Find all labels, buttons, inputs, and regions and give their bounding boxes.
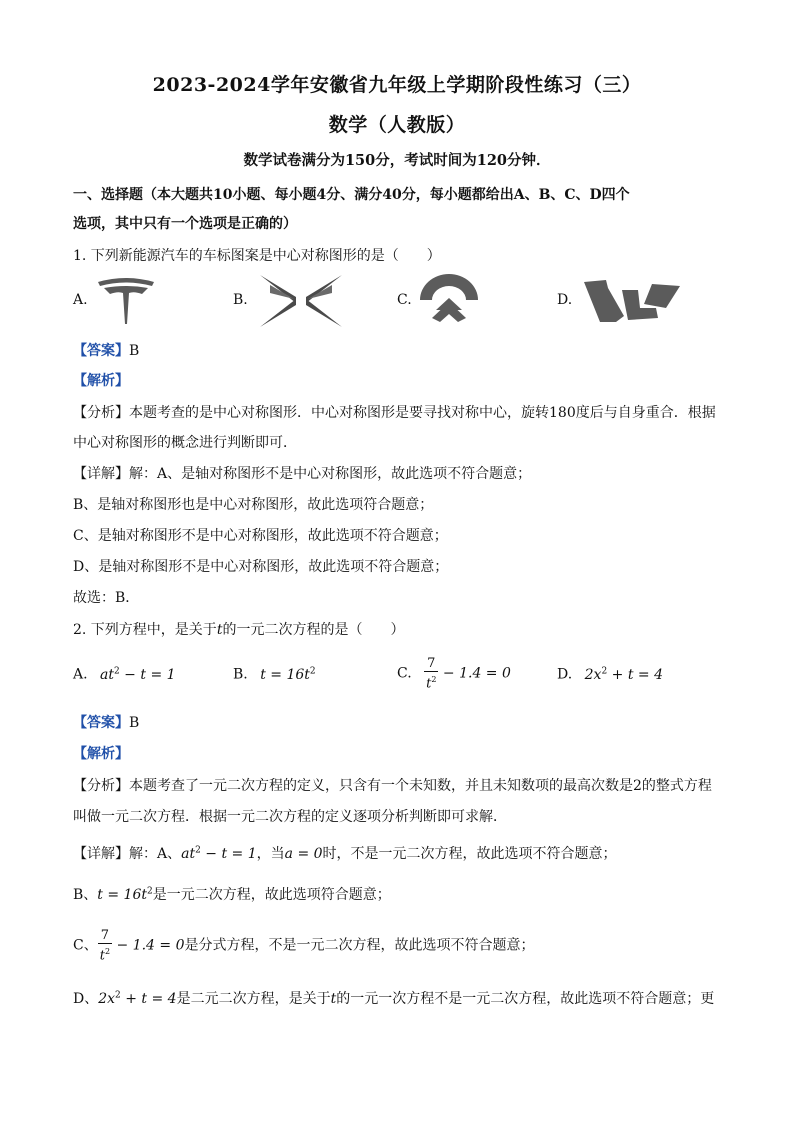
q2-fenxi-line2: 叫做一元二次方程．根据一元二次方程的定义逐项分析判断即可求解． bbox=[73, 809, 507, 825]
q1-detail-d: D、是轴对称图形不是中心对称图形，故此选项不符合题意； bbox=[73, 559, 449, 575]
q1-option-b-label: B. bbox=[233, 292, 248, 308]
q2-detail-d bbox=[73, 988, 714, 1008]
q2-detail-d-var: t bbox=[330, 991, 337, 1007]
q1-conclusion: 故选：B． bbox=[73, 590, 140, 606]
q2-detail-b-equation: $t = 16t^2$ bbox=[97, 886, 153, 903]
q2-detail-a-pre: 解：A、 bbox=[129, 846, 182, 862]
nio-logo-icon bbox=[418, 272, 480, 330]
q2-answer-value: B bbox=[129, 715, 140, 731]
q2-stem-post: 的一元二次方程的是（ ） bbox=[222, 622, 405, 638]
exam-info: 数学试卷满分为150分，考试时间为120分钟． bbox=[243, 152, 551, 169]
x-shaped-logo-icon bbox=[256, 273, 346, 329]
q1-option-c-label: C. bbox=[397, 292, 412, 308]
q2-option-d bbox=[557, 666, 663, 683]
q2-option-d-label: D. bbox=[557, 666, 573, 683]
q2-detail-d-mid: 是二元二次方程，是关于 bbox=[176, 991, 331, 1007]
q1-detail-c: C、是轴对称图形不是中心对称图形，故此选项不符合题意； bbox=[73, 528, 448, 544]
q2-option-c-fraction: $\frac{7}{t^2}$ bbox=[426, 656, 437, 692]
q2-option-a-equation: $at^2 - t = 1$ bbox=[100, 666, 176, 683]
q2-option-d-equation: $2x^2 + t = 4$ bbox=[584, 666, 663, 683]
q2-answer-tag: 【答案】 bbox=[73, 715, 129, 731]
q2-stem-var: t bbox=[216, 622, 223, 638]
q1-detail-a bbox=[73, 463, 531, 483]
q1-fenxi-text1: 本题考查的是中心对称图形．中心对称图形是要寻找对称中心，旋转180度后与自身重合．根据 bbox=[129, 405, 716, 421]
q2-option-a bbox=[73, 666, 176, 683]
q2-fenxi-tag: 【分析】 bbox=[73, 778, 129, 794]
q2-fenxi-line1 bbox=[73, 775, 712, 795]
lixiang-logo-icon bbox=[582, 278, 682, 324]
q2-detail-a-mid: ，当 bbox=[256, 846, 285, 862]
q2-detail-b bbox=[73, 884, 391, 904]
q2-detail-b-pre: B、 bbox=[73, 887, 98, 903]
page-title: 2023-2024学年安徽省九年级上学期阶段性练习（三） bbox=[152, 74, 642, 96]
q2-option-b-label: B. bbox=[233, 666, 248, 683]
q1-analysis-heading bbox=[73, 370, 129, 390]
q2-detail-c-fraction: $\frac{7}{t^2}$ bbox=[99, 928, 111, 964]
q1-stem: 1. 下列新能源汽车的车标图案是中心对称图形的是（ ） bbox=[73, 248, 441, 264]
q1-fenxi-line1 bbox=[73, 402, 716, 422]
q1-answer-value: B bbox=[129, 343, 140, 359]
q2-analysis-heading bbox=[73, 743, 129, 763]
q1-answer-tag: 【答案】 bbox=[73, 343, 129, 359]
q2-detail-c-rest: − 1.4 = 0 bbox=[112, 937, 185, 954]
q2-stem-pre: 2. 下列方程中，是关于 bbox=[73, 622, 217, 638]
q2-option-c-rest: − 1.4 = 0 bbox=[438, 665, 511, 682]
q1-detail-b: B、是轴对称图形也是中心对称图形，故此选项符合题意； bbox=[73, 497, 434, 513]
q2-option-b bbox=[233, 666, 316, 683]
q2-detail-a bbox=[73, 843, 617, 863]
q2-detail-d-pre: D、 bbox=[73, 991, 99, 1007]
q2-option-c bbox=[397, 656, 511, 691]
section-heading-line1: 一、选择题（本大题共10小题、每小题4分、满分40分，每小题都给出A、B、C、D四个 bbox=[73, 187, 630, 203]
q2-detail-a-condition: a = 0 bbox=[284, 846, 323, 862]
page-subtitle: 数学（人教版） bbox=[328, 114, 466, 136]
q2-detail-a-post: 时，不是一元二次方程，故此选项不符合题意； bbox=[322, 846, 617, 862]
q1-detail-a-text: 解：A、是轴对称图形不是中心对称图形，故此选项不符合题意； bbox=[129, 466, 532, 482]
q1-analysis-tag: 【解析】 bbox=[73, 373, 129, 389]
q2-analysis-tag: 【解析】 bbox=[73, 746, 129, 762]
tesla-logo-icon bbox=[94, 276, 158, 326]
q2-answer bbox=[73, 712, 139, 732]
q2-detail-a-equation: $at^2 - t = 1$ bbox=[181, 845, 257, 862]
q1-answer bbox=[73, 340, 139, 360]
q2-detail-d-post: 的一元一次方程不是一元二次方程，故此选项不符合题意；更 bbox=[336, 991, 715, 1007]
section-heading-line2: 选项，其中只有一个选项是正确的） bbox=[73, 216, 297, 232]
q2-detail-c-post: 是分式方程，不是一元二次方程，故此选项不符合题意； bbox=[184, 937, 535, 954]
q2-detail-b-post: 是一元二次方程，故此选项符合题意； bbox=[152, 887, 391, 903]
q2-detail-c-pre: C、 bbox=[73, 937, 98, 954]
q2-option-a-label: A. bbox=[73, 666, 88, 683]
q2-fenxi-text1: 本题考查了一元二次方程的定义，只含有一个未知数，并且未知数项的最高次数是2的整式方程 bbox=[129, 778, 712, 794]
q2-detail-d-equation: $2x^2 + t = 4$ bbox=[98, 990, 177, 1007]
q1-fenxi-line2: 中心对称图形的概念进行判断即可． bbox=[73, 435, 297, 451]
q1-option-d-label: D. bbox=[557, 292, 573, 308]
q2-detail-c bbox=[73, 928, 534, 963]
q1-detail-tag: 【详解】 bbox=[73, 466, 129, 482]
q1-option-a-label: A. bbox=[73, 292, 88, 308]
q1-fenxi-tag: 【分析】 bbox=[73, 405, 129, 421]
q2-detail-tag: 【详解】 bbox=[73, 846, 129, 862]
q2-option-b-equation: $t = 16t^2$ bbox=[260, 666, 316, 683]
q2-stem bbox=[73, 619, 404, 639]
q2-option-c-label: C. bbox=[397, 665, 412, 682]
